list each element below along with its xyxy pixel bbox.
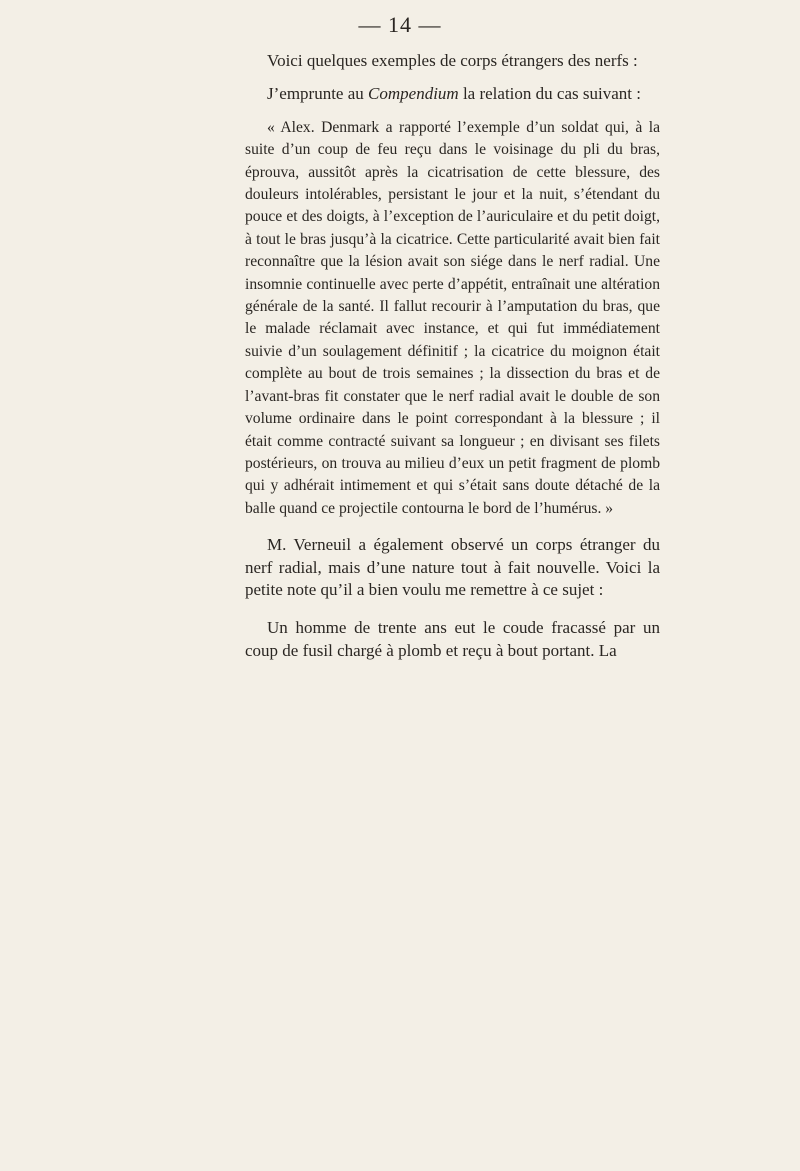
paragraph-source [245, 83, 660, 105]
body-text [245, 50, 660, 662]
source-text-end: la relation du cas suivant : [458, 84, 641, 104]
paragraph-intro: Voici quelques exemples de corps étrangers des nerfs : [267, 51, 638, 70]
source-title: Compendium [368, 84, 459, 104]
paragraph-verneuil: M. Verneuil a également observé un corps étranger du nerf radial, mais d’une nature tout à fait nouvelle. Voici la petite note qu’il a bien voulu me remettre à ce sujet : [245, 535, 660, 599]
source-text-start: J’emprunte au [267, 84, 369, 104]
paragraph-case: Un homme de trente ans eut le coude fracassé par un coup de fusil chargé à plomb et reçu à bout portant. La [245, 618, 660, 660]
paragraph-quotation: « Alex. Denmark a rapporté l’exemple d’un soldat qui, à la suite d’un coup de feu reçu dans le voisinage du pli du bras, éprouva, aussitôt après la cicatrisation de cette blessure, des douleurs intolérables, persistant le jour et la nuit, s’étendant du pouce et des doigts, à l’exception de l’auriculaire et du petit doigt, à tout le bras jusqu’à la cicatrice. Cette particularité avait bien fait reconnaître que la lésion avait son siége dans le nerf radial. Une insomnie continuelle avec perte d’appétit, entraînait une altération générale de la santé. Il fallut recourir à l’amputation du bras, que le malade réclamait avec instance, et qui fut immédiatement suivie d’un soulagement définitif ; la cicatrice du moignon était complète au bout de trois semaines ; la dissection du bras et de l’avant-bras fit constater que le nerf radial avait le double de son volume ordinaire dans le point correspondant à la blessure ; il était comme contracté suivant sa longueur ; en divisant ses filets postérieurs, on trouva au milieu d’eux un petit fragment de plomb qui y adhérait intimement et qui s’était sans doute détaché de la balle quand ce projectile contourna le bord de l’humérus. » [245, 118, 660, 517]
page-number: — 14 — [358, 12, 442, 37]
